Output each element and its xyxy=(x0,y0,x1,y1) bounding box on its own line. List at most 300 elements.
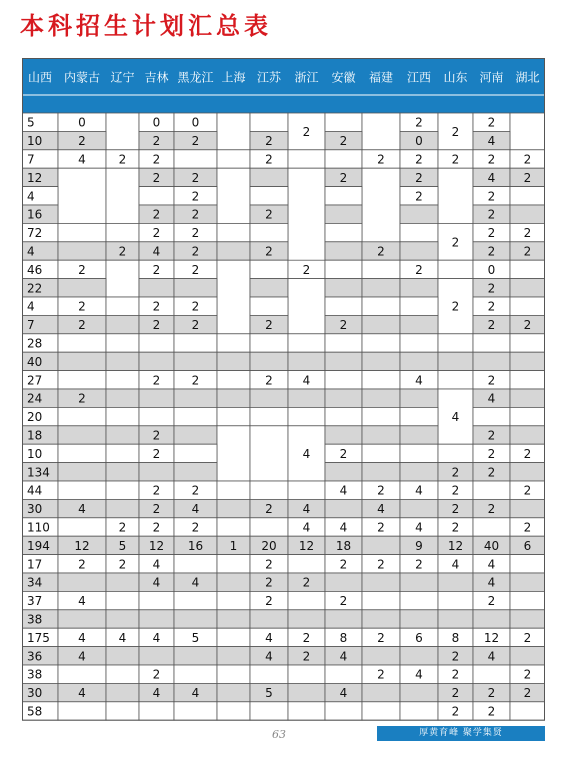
table-cell xyxy=(438,591,473,609)
cell-value: 2 xyxy=(377,557,385,572)
cell-value: 2 xyxy=(523,226,532,241)
table-cell xyxy=(250,223,288,241)
cell-value: 4 xyxy=(27,189,35,204)
cell-value: 2 xyxy=(523,318,532,333)
cell-value: 40 xyxy=(27,354,43,369)
cell-value: 4 xyxy=(487,134,496,149)
cell-value: 46 xyxy=(27,262,43,277)
table-cell xyxy=(58,444,106,462)
table-cell xyxy=(139,334,174,352)
cell-value: 4 xyxy=(152,686,161,701)
table-cell xyxy=(106,481,139,499)
table-cell xyxy=(58,279,106,297)
table-cell xyxy=(288,555,325,573)
cell-value: 2 xyxy=(523,170,532,185)
table-cell xyxy=(362,463,400,481)
cell-value: 2 xyxy=(78,299,86,314)
cell-value: 4 xyxy=(265,649,273,664)
table-cell xyxy=(400,426,438,444)
table-cell xyxy=(217,260,250,334)
cell-value: 2 xyxy=(152,152,161,167)
cell-value: 2 xyxy=(339,134,348,149)
table-cell xyxy=(217,683,250,701)
cell-value: 2 xyxy=(339,557,348,572)
table-cell xyxy=(325,702,362,720)
table-cell xyxy=(250,389,288,407)
table-cell xyxy=(510,555,545,573)
table-cell xyxy=(58,223,106,241)
table-cell xyxy=(174,591,217,609)
table-cell xyxy=(362,536,400,554)
cell-value: 9 xyxy=(415,538,423,553)
cell-value: 2 xyxy=(523,630,532,645)
table-cell xyxy=(510,499,545,517)
table-cell xyxy=(288,702,325,720)
cell-value: 2 xyxy=(118,152,127,167)
cell-value: 38 xyxy=(27,612,43,627)
cell-value: 12 xyxy=(74,538,90,553)
table-cell xyxy=(58,463,106,481)
table-cell xyxy=(473,610,510,628)
cell-value: 4 xyxy=(27,299,35,314)
table-cell xyxy=(362,702,400,720)
cell-value: 4 xyxy=(302,520,311,535)
table-cell xyxy=(510,407,545,425)
cell-value: 4 xyxy=(78,502,86,517)
table-cell xyxy=(217,591,250,609)
cell-value: 44 xyxy=(27,483,43,498)
table-cell xyxy=(106,113,139,150)
table-cell xyxy=(217,665,250,683)
table-cell xyxy=(288,610,325,628)
table-cell xyxy=(438,610,473,628)
table-cell xyxy=(325,665,362,683)
table-cell xyxy=(288,683,325,701)
cell-value: 28 xyxy=(27,336,43,351)
table-cell xyxy=(58,518,106,536)
table-cell xyxy=(325,223,362,241)
table-cell xyxy=(325,334,362,352)
table-cell xyxy=(58,407,106,425)
cell-value: 4 xyxy=(487,649,496,664)
cell-value: 2 xyxy=(487,115,496,130)
cell-value: 4 xyxy=(152,557,161,572)
cell-value: 2 xyxy=(523,446,532,461)
table-cell xyxy=(510,352,545,370)
table-cell xyxy=(510,573,545,591)
table-cell xyxy=(400,315,438,333)
cell-value: 2 xyxy=(451,235,460,250)
cell-value: 2 xyxy=(377,630,385,645)
cell-value: 5 xyxy=(118,538,127,553)
cell-value: 110 xyxy=(27,520,50,535)
cell-value: 2 xyxy=(451,502,460,517)
cell-value: 2 xyxy=(487,226,496,241)
table-cell xyxy=(400,683,438,701)
cell-value: 2 xyxy=(451,686,460,701)
cell-value: 4 xyxy=(339,520,348,535)
cell-value: 2 xyxy=(265,594,273,609)
table-cell xyxy=(510,371,545,389)
table-cell xyxy=(362,444,400,462)
cell-value: 2 xyxy=(523,667,532,682)
cell-value: 1 xyxy=(229,538,238,553)
table-cell xyxy=(400,389,438,407)
table-cell xyxy=(438,334,473,352)
table-cell xyxy=(217,334,250,352)
table-cell xyxy=(250,113,288,131)
table-cell xyxy=(362,260,400,278)
cell-value: 4 xyxy=(191,502,200,517)
table-cell xyxy=(362,113,400,150)
table-cell xyxy=(325,205,362,223)
column-header: 山西 xyxy=(27,70,53,85)
cell-value: 10 xyxy=(27,134,43,149)
table-cell xyxy=(174,463,217,481)
cell-value: 2 xyxy=(191,262,200,277)
cell-value: 2 xyxy=(487,152,496,167)
cell-value: 2 xyxy=(415,262,423,277)
cell-value: 2 xyxy=(415,189,423,204)
cell-value: 38 xyxy=(27,667,43,682)
table-cell xyxy=(400,242,438,260)
table-cell xyxy=(217,499,250,517)
cell-value: 17 xyxy=(27,557,43,572)
cell-value: 72 xyxy=(27,226,43,241)
table-cell xyxy=(217,352,250,370)
table-cell xyxy=(400,610,438,628)
table-cell xyxy=(473,352,510,370)
table-cell xyxy=(438,573,473,591)
cell-value: 12 xyxy=(447,538,464,553)
cell-value: 4 xyxy=(487,170,496,185)
cell-value: 4 xyxy=(339,649,348,664)
cell-value: 2 xyxy=(118,557,127,572)
table-cell xyxy=(139,407,174,425)
column-header: 辽宁 xyxy=(110,70,135,85)
table-cell xyxy=(288,389,325,407)
table-cell xyxy=(510,260,545,278)
table-cell xyxy=(325,407,362,425)
table-cell xyxy=(510,334,545,352)
table-cell xyxy=(510,113,545,150)
table-cell xyxy=(288,334,325,352)
table-cell xyxy=(106,591,139,609)
column-header: 江苏 xyxy=(256,70,282,85)
table-cell xyxy=(400,444,438,462)
column-header: 湖北 xyxy=(515,70,540,85)
column-header: 江西 xyxy=(406,70,432,85)
table-cell xyxy=(400,499,438,517)
table-cell xyxy=(106,352,139,370)
table-cell xyxy=(325,463,362,481)
table-cell xyxy=(400,334,438,352)
cell-value: 2 xyxy=(523,520,532,535)
table-cell xyxy=(174,426,217,444)
table-cell xyxy=(473,518,510,536)
table-cell xyxy=(139,389,174,407)
cell-value: 175 xyxy=(27,630,50,645)
cell-value: 2 xyxy=(265,373,273,388)
table-cell xyxy=(362,389,400,407)
table-cell xyxy=(325,371,362,389)
cell-value: 2 xyxy=(191,299,200,314)
cell-value: 4 xyxy=(339,686,348,701)
table-cell xyxy=(174,389,217,407)
cell-value: 2 xyxy=(523,483,532,498)
table-cell xyxy=(325,389,362,407)
cell-value: 2 xyxy=(152,134,161,149)
cell-value: 2 xyxy=(451,465,460,480)
page-number: 63 xyxy=(272,728,286,741)
cell-value: 4 xyxy=(415,373,423,388)
cell-value: 4 xyxy=(118,630,127,645)
cell-value: 2 xyxy=(152,207,161,222)
cell-value: 7 xyxy=(27,152,35,167)
table-cell xyxy=(58,371,106,389)
table-cell xyxy=(250,260,288,278)
cell-value: 4 xyxy=(415,483,423,498)
page-title: 本科招生计划汇总表 xyxy=(20,12,272,40)
cell-value: 2 xyxy=(152,170,161,185)
cell-value: 2 xyxy=(191,483,200,498)
cell-value: 4 xyxy=(415,520,423,535)
cell-value: 2 xyxy=(487,281,496,296)
cell-value: 4 xyxy=(302,502,311,517)
cell-value: 4 xyxy=(302,373,311,388)
table-cell xyxy=(106,444,139,462)
cell-value: 4 xyxy=(152,244,161,259)
cell-value: 2 xyxy=(415,170,423,185)
table-cell xyxy=(250,168,288,186)
table-cell xyxy=(106,297,139,315)
table-cell xyxy=(139,702,174,720)
cell-value: 5 xyxy=(265,686,273,701)
table-cell xyxy=(58,352,106,370)
table-cell xyxy=(325,499,362,517)
column-header: 山东 xyxy=(443,70,468,85)
table-cell xyxy=(288,352,325,370)
enrollment-plan-table xyxy=(22,58,545,726)
table-cell xyxy=(139,463,174,481)
table-cell xyxy=(250,352,288,370)
table-cell xyxy=(174,555,217,573)
table-cell xyxy=(510,187,545,205)
table-cell xyxy=(362,279,400,297)
cell-value: 2 xyxy=(523,244,532,259)
table-cell xyxy=(106,702,139,720)
table-cell xyxy=(325,150,362,168)
cell-value: 30 xyxy=(27,502,43,517)
table-cell xyxy=(510,647,545,665)
cell-value: 36 xyxy=(27,649,43,664)
table-cell xyxy=(217,555,250,573)
table-cell xyxy=(325,426,362,444)
table-cell xyxy=(217,628,250,646)
cell-value: 2 xyxy=(487,465,496,480)
cell-value: 194 xyxy=(27,538,50,553)
cell-value: 8 xyxy=(339,630,348,645)
table-cell xyxy=(139,279,174,297)
table-cell xyxy=(325,187,362,205)
table-cell xyxy=(217,647,250,665)
table-cell xyxy=(217,223,250,241)
table-cell xyxy=(400,223,438,241)
cell-value: 2 xyxy=(451,152,460,167)
cell-value: 4 xyxy=(377,502,385,517)
table-cell xyxy=(250,426,288,481)
cell-value: 2 xyxy=(451,520,460,535)
cell-value: 34 xyxy=(27,575,43,590)
cell-value: 2 xyxy=(152,373,161,388)
table-cell xyxy=(217,168,250,223)
cell-value: 30 xyxy=(27,686,43,701)
cell-value: 2 xyxy=(118,244,127,259)
table-cell xyxy=(250,518,288,536)
table-cell xyxy=(510,389,545,407)
table-cell xyxy=(217,389,250,407)
cell-value: 2 xyxy=(487,704,496,719)
table-cell xyxy=(400,647,438,665)
cell-value: 2 xyxy=(523,152,532,167)
cell-value: 2 xyxy=(265,575,273,590)
cell-value: 2 xyxy=(487,428,496,443)
cell-value: 2 xyxy=(265,152,273,167)
table-cell xyxy=(325,573,362,591)
table-cell xyxy=(58,665,106,683)
table-cell xyxy=(174,279,217,297)
cell-value: 2 xyxy=(487,594,496,609)
table-cell xyxy=(250,665,288,683)
cell-value: 2 xyxy=(302,575,311,590)
cell-value: 2 xyxy=(78,557,86,572)
table-cell xyxy=(438,168,473,223)
cell-value: 2 xyxy=(339,446,348,461)
table-cell xyxy=(106,647,139,665)
column-header: 吉林 xyxy=(144,70,169,85)
cell-value: 10 xyxy=(27,446,43,461)
table-cell xyxy=(217,481,250,499)
table-cell xyxy=(362,297,400,315)
cell-value: 2 xyxy=(152,318,161,333)
table-cell xyxy=(325,242,362,260)
cell-value: 4 xyxy=(191,686,200,701)
table-cell xyxy=(362,647,400,665)
table-cell xyxy=(325,352,362,370)
table-cell xyxy=(400,297,438,315)
column-header: 河南 xyxy=(479,70,504,85)
table-cell xyxy=(217,702,250,720)
cell-value: 27 xyxy=(27,373,43,388)
table-cell xyxy=(106,260,139,297)
cell-value: 58 xyxy=(27,704,43,719)
cell-value: 2 xyxy=(451,483,460,498)
table-cell xyxy=(217,407,250,425)
table-cell xyxy=(400,205,438,223)
cell-value: 2 xyxy=(302,630,311,645)
cell-value: 2 xyxy=(191,373,200,388)
table-cell xyxy=(362,426,400,444)
cell-value: 2 xyxy=(191,318,200,333)
cell-value: 6 xyxy=(415,630,423,645)
cell-value: 2 xyxy=(451,649,460,664)
table-cell xyxy=(250,334,288,352)
cell-value: 20 xyxy=(261,538,277,553)
table-cell xyxy=(106,371,139,389)
cell-value: 12 xyxy=(27,170,43,185)
cell-value: 2 xyxy=(451,124,460,139)
cell-value: 2 xyxy=(265,502,273,517)
table-cell xyxy=(174,407,217,425)
cell-value: 2 xyxy=(377,520,385,535)
table-cell xyxy=(438,352,473,370)
cell-value: 2 xyxy=(152,446,161,461)
table-cell xyxy=(438,371,473,389)
cell-value: 2 xyxy=(377,244,385,259)
cell-value: 2 xyxy=(487,299,496,314)
cell-value: 2 xyxy=(451,667,460,682)
column-header: 黑龙江 xyxy=(177,70,214,85)
table-cell xyxy=(106,426,139,444)
table-cell xyxy=(217,426,250,481)
table-cell xyxy=(139,591,174,609)
table-cell xyxy=(174,150,217,168)
cell-value: 2 xyxy=(152,667,161,682)
cell-value: 22 xyxy=(27,281,43,296)
table-cell xyxy=(438,444,473,462)
cell-value: 2 xyxy=(487,446,496,461)
table-cell xyxy=(473,334,510,352)
cell-value: 2 xyxy=(152,226,161,241)
table-cell xyxy=(174,647,217,665)
cell-value: 4 xyxy=(487,557,496,572)
cell-value: 18 xyxy=(335,538,352,553)
table-cell xyxy=(473,665,510,683)
table-cell xyxy=(400,279,438,297)
table-cell xyxy=(400,573,438,591)
table-cell xyxy=(174,444,217,462)
cell-value: 2 xyxy=(265,134,273,149)
table-cell xyxy=(58,610,106,628)
column-header: 安徽 xyxy=(331,70,356,85)
cell-value: 2 xyxy=(78,318,86,333)
cell-value: 0 xyxy=(415,134,423,149)
table-cell xyxy=(325,113,362,131)
cell-value: 2 xyxy=(152,428,161,443)
table-cell xyxy=(58,426,106,444)
table-cell xyxy=(250,481,288,499)
cell-value: 2 xyxy=(415,115,423,130)
cell-value: 2 xyxy=(191,189,200,204)
table-cell xyxy=(362,407,400,425)
cell-value: 134 xyxy=(27,465,50,480)
cell-value: 4 xyxy=(27,244,35,259)
table-cell xyxy=(288,591,325,609)
table-cell xyxy=(217,573,250,591)
table-cell xyxy=(510,591,545,609)
cell-value: 0 xyxy=(78,115,86,130)
cell-value: 2 xyxy=(377,667,385,682)
table-cell xyxy=(106,334,139,352)
table-cell xyxy=(510,297,545,315)
table-cell xyxy=(250,407,288,425)
cell-value: 6 xyxy=(523,538,532,553)
cell-value: 4 xyxy=(191,575,200,590)
table-cell xyxy=(174,334,217,352)
cell-value: 4 xyxy=(487,575,496,590)
table-cell xyxy=(139,352,174,370)
table-cell xyxy=(174,665,217,683)
